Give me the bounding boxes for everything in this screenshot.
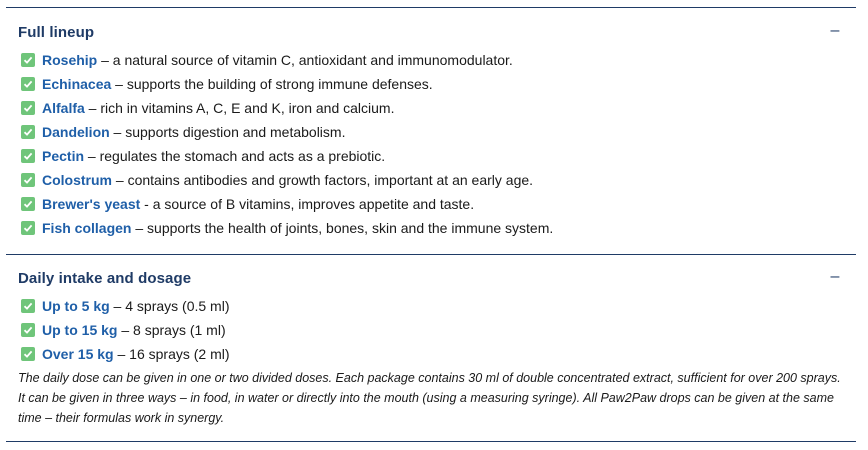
item-name: Up to 15 kg	[42, 322, 118, 338]
item-desc: – 8 sprays (1 ml)	[117, 322, 226, 338]
divider	[6, 7, 856, 8]
item-desc: – 16 sprays (2 ml)	[113, 346, 230, 362]
check-icon	[21, 221, 35, 235]
list-item	[6, 216, 856, 240]
list-item	[6, 318, 856, 342]
divider	[6, 254, 856, 255]
item-desc: – contains antibodies and growth factors, important at an early age.	[112, 172, 534, 188]
item-name: Rosehip	[42, 52, 98, 68]
item-desc: – supports the health of joints, bones, skin and the immune system.	[131, 220, 554, 236]
check-icon	[21, 173, 35, 187]
item-name: Fish collagen	[42, 220, 132, 236]
check-icon	[21, 347, 35, 361]
check-icon	[21, 53, 35, 67]
list-item	[6, 96, 856, 120]
item-name: Colostrum	[42, 172, 112, 188]
item-desc: – supports the building of strong immune defenses.	[111, 76, 433, 92]
dosage-note: The daily dose can be given in one or two divided doses. Each package contains 30 ml of double concentrated extract, sufficient for over 200 sprays. It can be given in three ways – in food, in water or directly into the mouth (using a measuring syringe). All Paw2Paw drops can be given at the same time – their formulas work in synergy.	[18, 371, 841, 425]
section-title[interactable]: Daily intake and dosage	[18, 270, 192, 287]
list-item	[6, 168, 856, 192]
list-item	[6, 192, 856, 216]
check-icon	[21, 125, 35, 139]
list-item	[6, 294, 856, 318]
check-icon	[21, 77, 35, 91]
item-desc: – regulates the stomach and acts as a prebiotic.	[84, 148, 386, 164]
section-header[interactable]	[6, 270, 856, 292]
item-name: Echinacea	[42, 76, 112, 92]
section-daily-intake	[6, 270, 856, 366]
item-desc: – rich in vitamins A, C, E and K, iron and calcium.	[84, 100, 395, 116]
list-item	[6, 48, 856, 72]
section-header[interactable]	[6, 24, 856, 46]
collapse-toggle-icon[interactable]: –	[830, 268, 840, 285]
item-desc: – a natural source of vitamin C, antioxidant and immunomodulator.	[97, 52, 513, 68]
check-icon	[21, 149, 35, 163]
list-item	[6, 144, 856, 168]
item-name: Brewer's yeast	[42, 196, 141, 212]
check-icon	[21, 299, 35, 313]
check-icon	[21, 197, 35, 211]
item-desc: – 4 sprays (0.5 ml)	[109, 298, 230, 314]
item-name: Pectin	[42, 148, 85, 164]
item-name: Over 15 kg	[42, 346, 114, 362]
item-desc: – supports digestion and metabolism.	[109, 124, 346, 140]
dosage-list	[6, 294, 856, 366]
list-item	[6, 72, 856, 96]
section-full-lineup	[6, 24, 856, 240]
item-name: Alfalfa	[42, 100, 85, 116]
item-desc: - a source of B vitamins, improves appetite and taste.	[140, 196, 475, 212]
list-item	[6, 342, 856, 366]
divider	[6, 441, 856, 442]
item-name: Up to 5 kg	[42, 298, 110, 314]
item-name: Dandelion	[42, 124, 110, 140]
check-icon	[21, 101, 35, 115]
check-icon	[21, 323, 35, 337]
list-item	[6, 120, 856, 144]
ingredient-list	[6, 48, 856, 240]
collapse-toggle-icon[interactable]: –	[830, 22, 840, 39]
section-title[interactable]: Full lineup	[18, 24, 95, 41]
